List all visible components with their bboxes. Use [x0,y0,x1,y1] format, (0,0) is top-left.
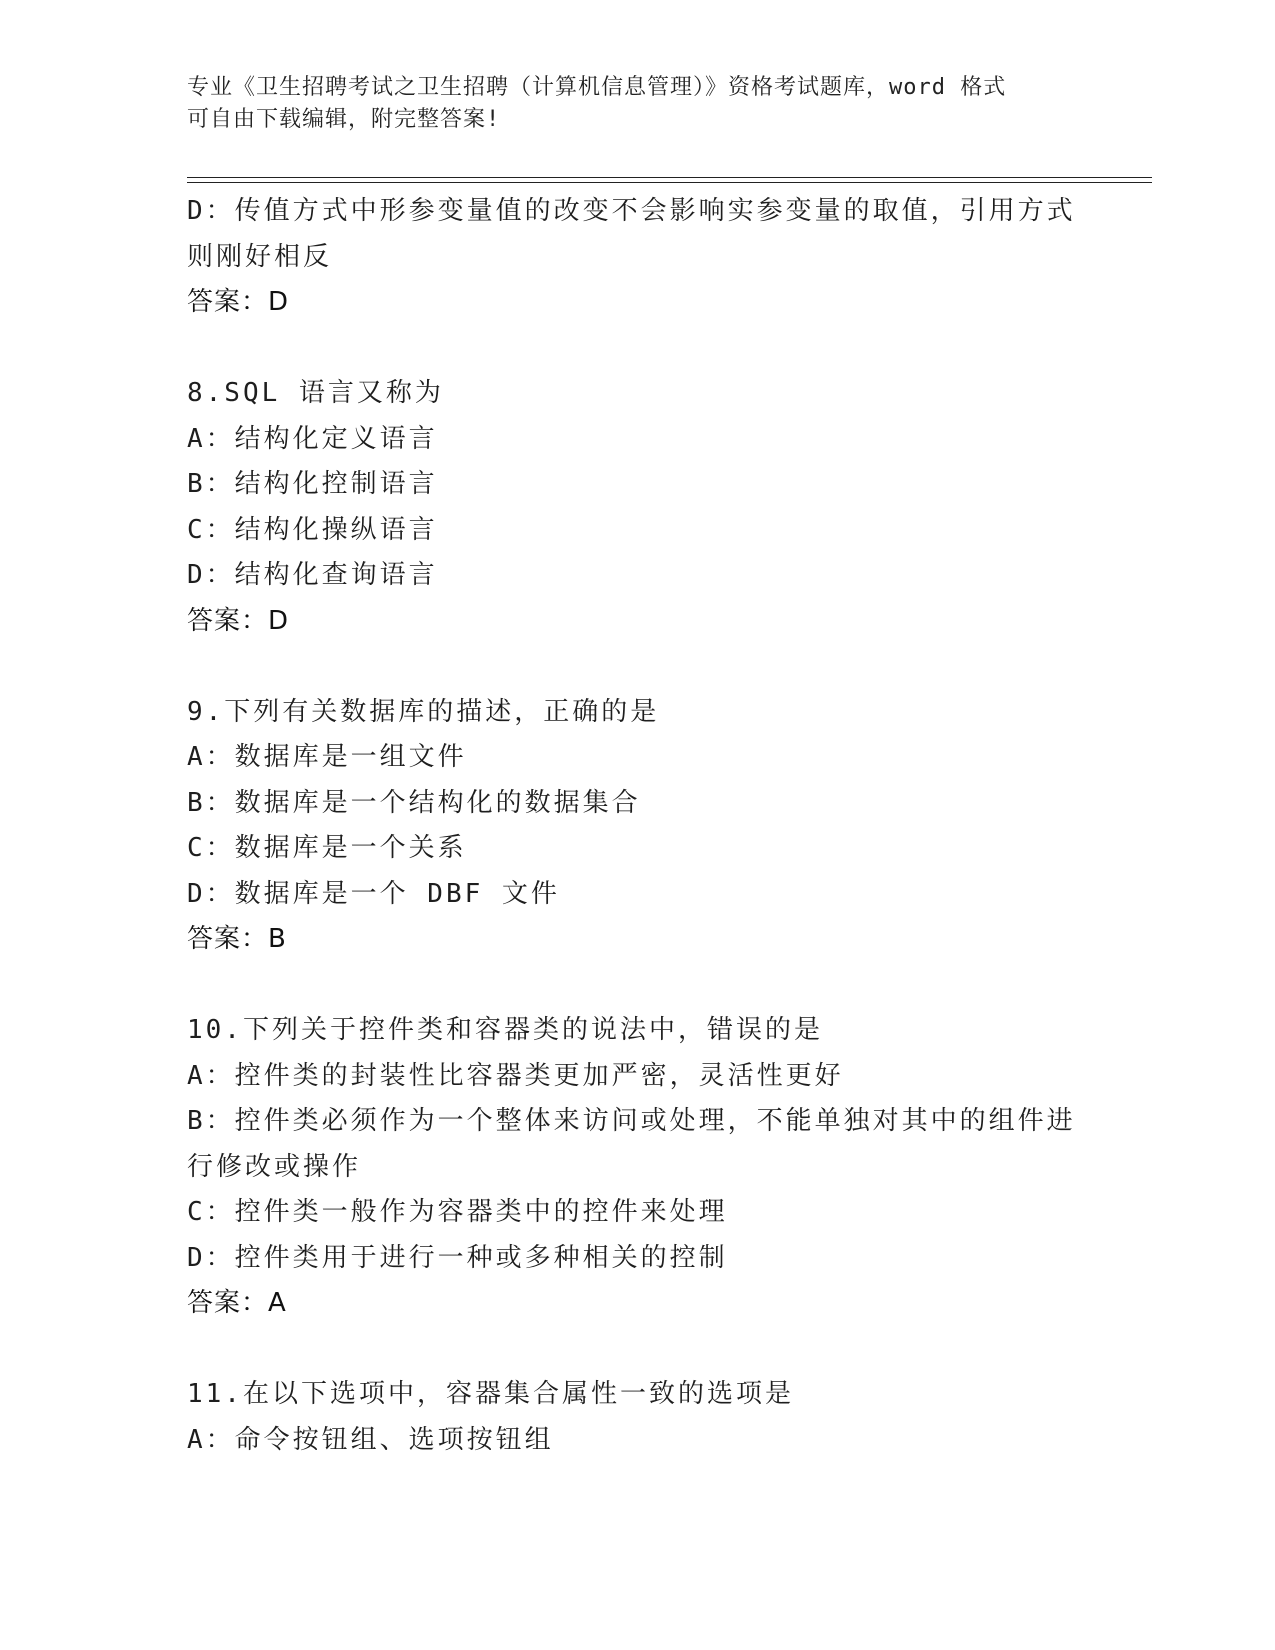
option-b-continued: 行修改或操作 [187,1151,362,1182]
question-block-10 [187,1008,1087,1327]
answer-line: 答案：A [187,1288,287,1318]
question-stem: 10.下列关于控件类和容器类的说法中，错误的是 [187,1015,823,1045]
option-d: D：控件类用于进行一种或多种相关的控制 [187,1242,728,1273]
question-block-8 [187,371,1087,644]
option-c: C：数据库是一个关系 [187,833,467,863]
question-list [187,189,1087,1463]
option-c: C：控件类一般作为容器类中的控件来处理 [187,1197,728,1227]
option-a: A：结构化定义语言 [187,423,438,454]
header-divider-top [187,177,1152,178]
question-stem: 9.下列有关数据库的描述，正确的是 [187,696,660,727]
question-stem: 8.SQL 语言又称为 [187,378,444,408]
question-block-prev [187,189,1087,326]
option-d-continued: 则刚好相反 [187,241,333,272]
option-b: B：结构化控制语言 [187,469,438,499]
answer-line: 答案：D [187,287,290,317]
question-stem: 11.在以下选项中，容器集合属性一致的选项是 [187,1379,794,1409]
option-d: D：数据库是一个 DBF 文件 [187,878,560,909]
question-block-11 [187,1372,1087,1463]
option-a: A：控件类的封装性比容器类更加严密，灵活性更好 [187,1060,844,1091]
answer-line: 答案：D [187,605,290,636]
option-b: B：数据库是一个结构化的数据集合 [187,787,641,818]
header-line-1: 专业《卫生招聘考试之卫生招聘（计算机信息管理）》资格考试题库，word 格式 [187,75,1007,100]
header-divider-bottom [187,182,1152,183]
option-d: D：结构化查询语言 [187,560,438,590]
option-a: A：命令按钮组、选项按钮组 [187,1424,554,1455]
question-spacer [187,644,1087,690]
question-block-9 [187,690,1087,963]
question-spacer [187,1327,1087,1373]
option-c: C：结构化操纵语言 [187,514,438,545]
question-spacer [187,326,1087,372]
header-line-2: 可自由下载编辑，附完整答案! [187,107,501,132]
question-spacer [187,963,1087,1009]
option-a: A：数据库是一组文件 [187,742,467,772]
answer-line: 答案：B [187,924,287,954]
document-header [187,72,1087,136]
option-d: D：传值方式中形参变量值的改变不会影响实参变量的取值，引用方式 [187,196,1076,226]
option-b: B：控件类必须作为一个整体来访问或处理，不能单独对其中的组件进 [187,1106,1076,1136]
